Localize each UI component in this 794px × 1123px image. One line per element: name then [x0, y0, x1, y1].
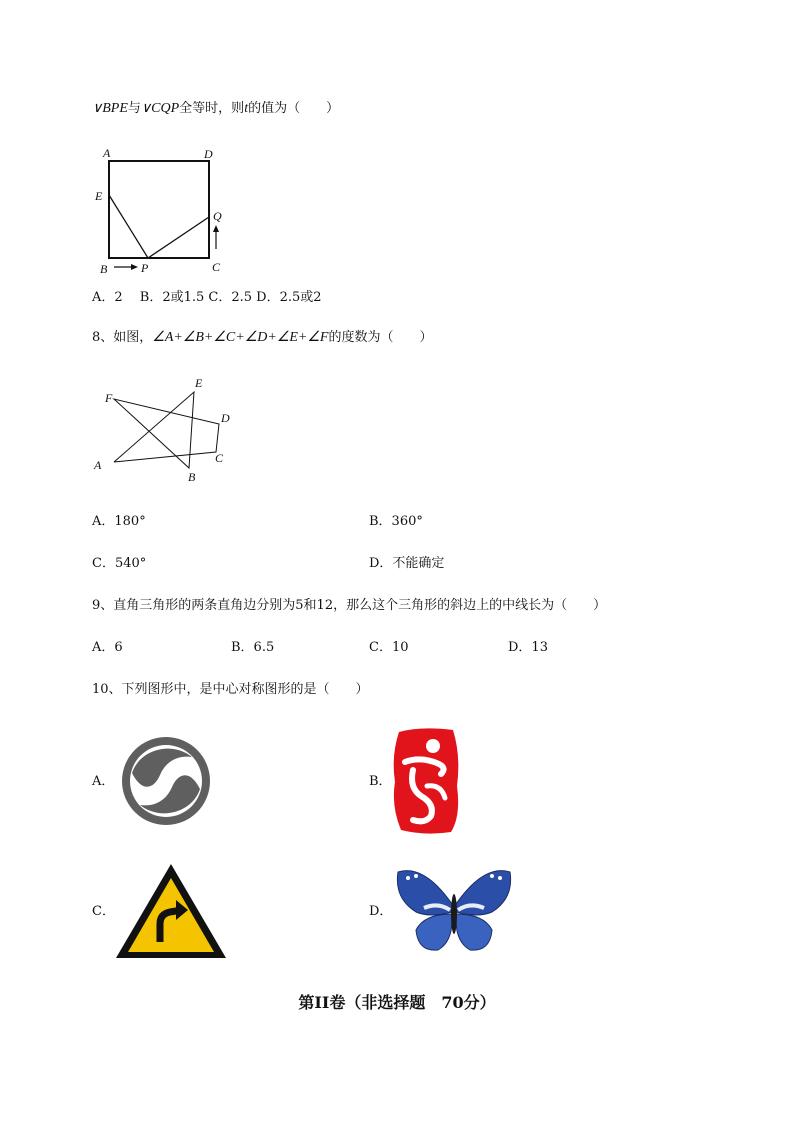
q8-option-a: A．180°	[92, 514, 146, 529]
label-b: B	[100, 262, 108, 276]
label-c: C	[212, 260, 221, 274]
variable-t: t	[244, 101, 249, 116]
label-p: P	[141, 261, 149, 275]
butterfly-icon	[394, 868, 514, 954]
label-d: D	[204, 147, 213, 161]
label-d: D	[221, 411, 230, 425]
q10-label-c: C．	[92, 904, 115, 919]
label-q: Q	[213, 209, 222, 223]
label-a: A	[103, 146, 111, 160]
q8-option-d: D．不能确定	[369, 556, 445, 571]
angle-sum-expression: ∠A+∠B+∠C+∠D+∠E+∠F	[152, 330, 329, 345]
q9-option-c: C．10	[369, 640, 409, 655]
label-c: C	[215, 451, 224, 465]
label-b: B	[188, 470, 196, 484]
triangle-cqp: ∨CQP	[140, 101, 180, 116]
q10-label-d: D．	[369, 904, 393, 919]
q7-stem: ∨BPE与∨CQP全等时，则t的值为（ ）	[92, 101, 340, 116]
label-f: F	[105, 391, 113, 405]
q10-label-b: B．	[369, 774, 392, 789]
q10-label-a: A．	[92, 774, 115, 789]
q9-option-a: A．6	[92, 640, 123, 655]
q8-star-figure	[90, 372, 240, 487]
q9-stem: 9、直角三角形的两条直角边分别为5和12，那么这个三角形的斜边上的中线长为（ ）	[92, 598, 607, 613]
q7-options: A．2 B．2或1.5 C．2.5 D．2.5或2	[92, 290, 322, 305]
q9-option-d: D．13	[508, 640, 548, 655]
q7-square-figure	[90, 145, 240, 277]
label-e: E	[195, 376, 203, 390]
q8-stem: 8、如图，∠A+∠B+∠C+∠D+∠E+∠F的度数为（ ）	[92, 330, 433, 345]
beijing-olympic-emblem-icon	[391, 726, 461, 836]
curve-warning-sign-icon	[114, 862, 228, 960]
swirl-logo-icon	[120, 735, 212, 827]
label-a: A	[94, 458, 102, 472]
q8-option-c: C．540°	[92, 556, 147, 571]
section-title: 第II卷（非选择题 70分）	[298, 993, 496, 1012]
q10-stem: 10、下列图形中，是中心对称图形的是（ ）	[92, 682, 369, 697]
label-e: E	[95, 189, 103, 203]
triangle-bpe: ∨BPE	[92, 101, 128, 116]
q9-option-b: B．6.5	[231, 640, 275, 655]
q8-option-b: B．360°	[369, 514, 423, 529]
